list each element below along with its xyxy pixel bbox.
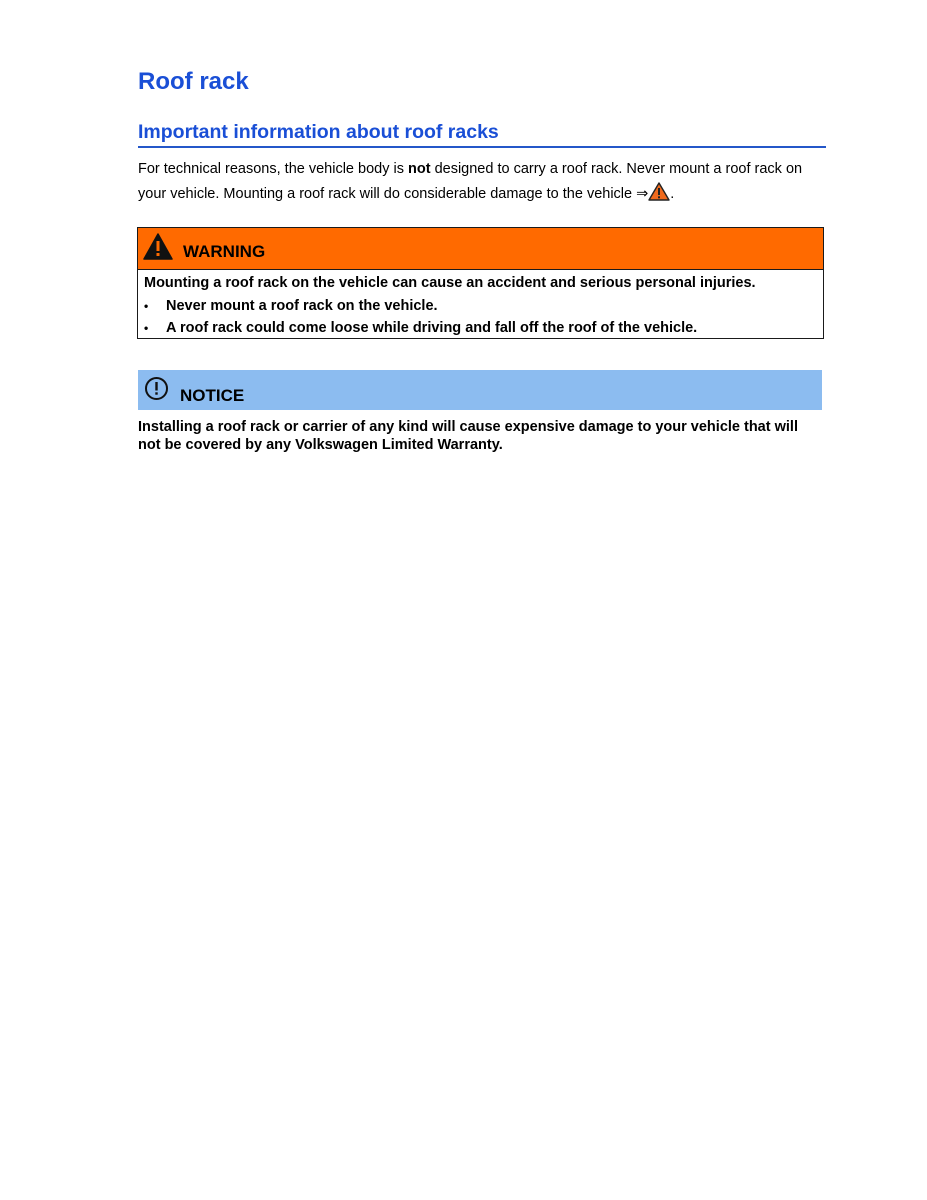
intro-paragraph [138,157,826,207]
warning-item-text: Never mount a roof rack on the vehicle. [166,297,438,314]
intro-text-middle: designed to carry a roof rack. Never mount a roof rack on your vehicle. Mounting a roof rack will do considerable damage to the vehicle [138,161,803,202]
intro-text-start: For technical reasons, the vehicle body is [138,161,408,177]
warning-lead: Mounting a roof rack on the vehicle can cause an accident and serious personal injuries. [144,275,756,291]
warning-item-text: A roof rack could come loose while driving and fall off the roof of the vehicle. [166,320,698,336]
page-title: Roof rack [138,68,249,95]
notice-text: Installing a roof rack or carrier of any kind will cause expensive damage to your vehicle that will not be covered by any Volkswagen Limited Warranty. [138,419,798,453]
warning-header [138,228,823,270]
bullet: • [144,298,149,313]
intro-text-end: . [670,186,675,202]
notice-label: NOTICE [180,386,245,405]
section-heading: Important information about roof racks [138,119,826,148]
warning-body [138,270,823,340]
list-item [144,295,817,318]
notice-exclamation-icon [144,376,169,401]
reference-arrow: ⇒ [636,186,649,202]
intro-emphasis: not [408,161,431,177]
notice-header [138,370,822,410]
warning-label: WARNING [183,242,266,261]
list-item [144,317,817,340]
warning-reference-icon[interactable] [648,182,670,201]
bullet: • [144,321,149,335]
warning-list [144,295,817,340]
warning-box [137,227,824,339]
warning-triangle-icon [143,233,173,260]
